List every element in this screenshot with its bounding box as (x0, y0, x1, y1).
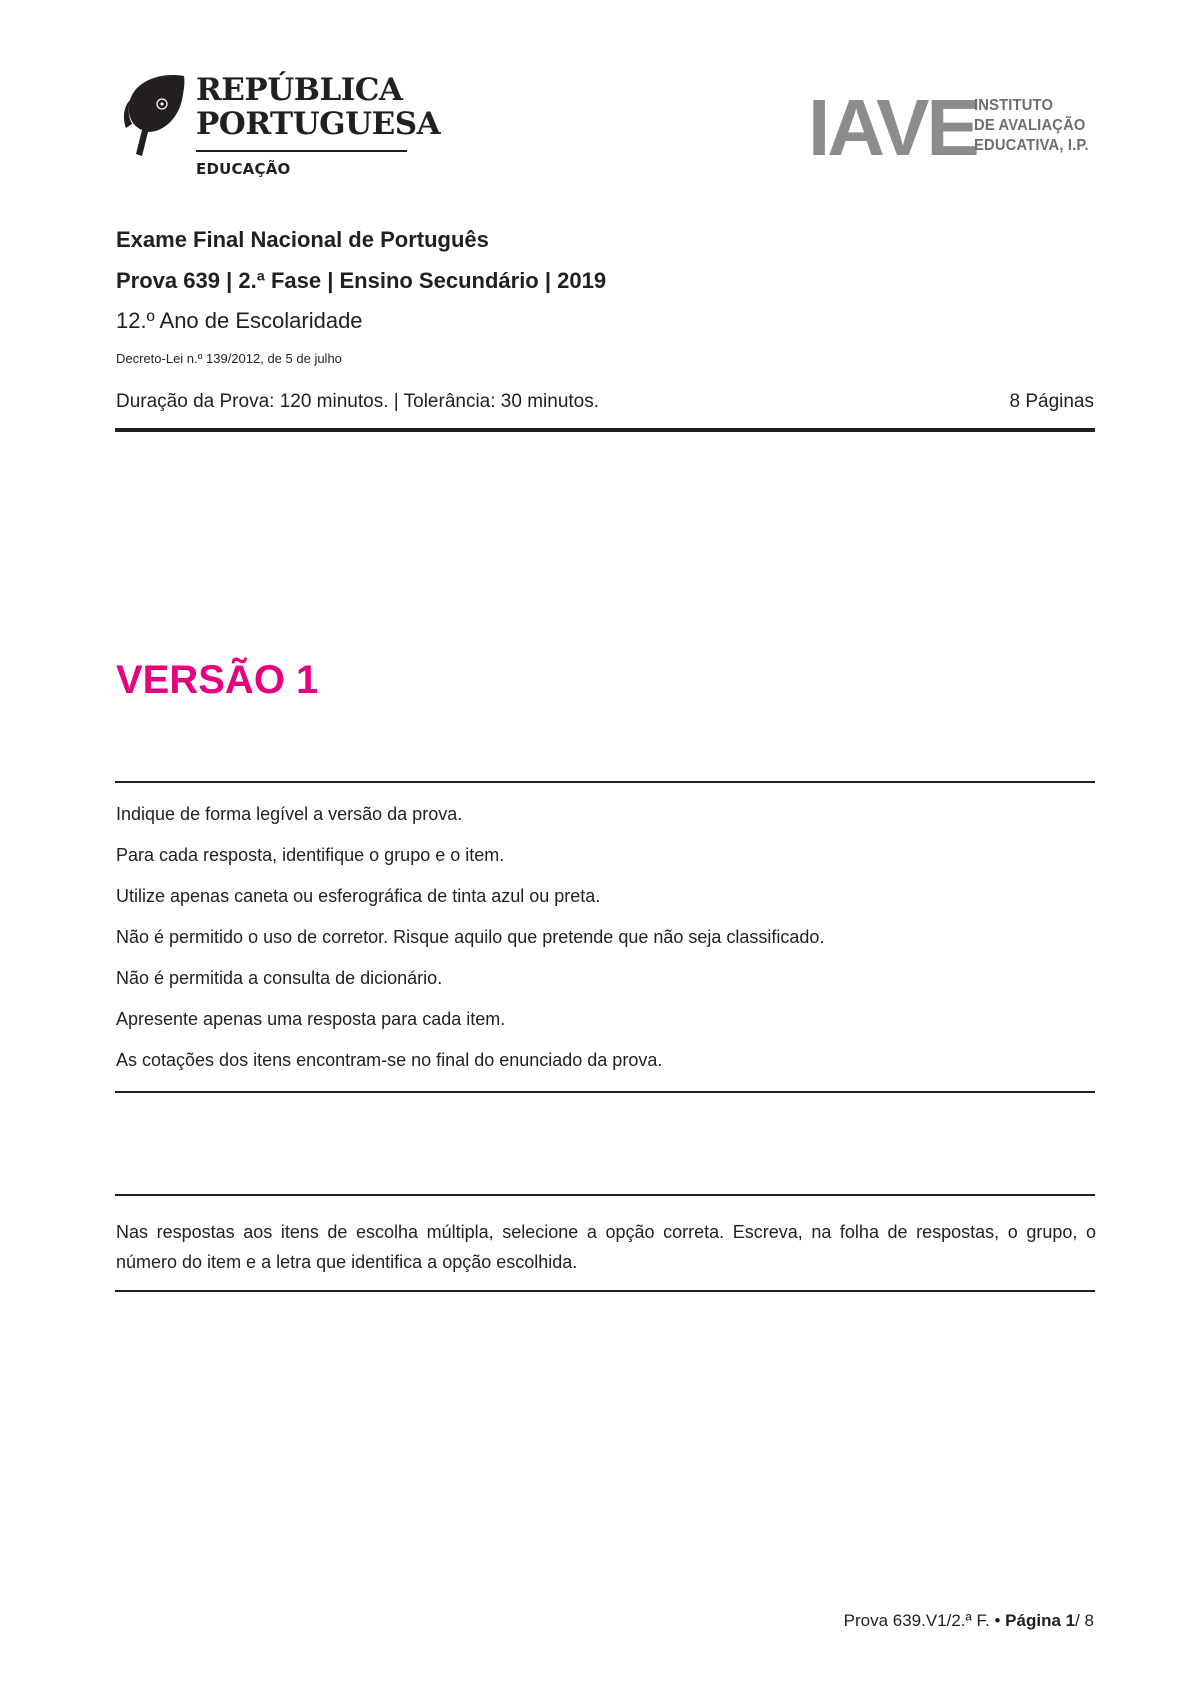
page-footer (844, 1611, 1094, 1631)
multiple-choice-note: Nas respostas aos itens de escolha múltipla, selecione a opção correta. Escreva, na folha de respostas, o grupo, o número do item e a letra que identifica a opção escolhida. (116, 1222, 1096, 1272)
exam-subtitle (116, 268, 606, 294)
republica-portuguesa-logo (122, 70, 441, 190)
exam-level: Ensino Secundário (339, 268, 539, 293)
instruction-item: Apresente apenas uma resposta para cada item. (116, 1009, 506, 1029)
portuguesa-text: PORTUGUESA (196, 106, 441, 142)
instruction-item: As cotações dos itens encontram-se no final do enunciado da prova. (116, 1050, 663, 1070)
iave-name (974, 96, 1099, 156)
leaf-emblem-icon (122, 70, 188, 158)
instruction-item: Indique de forma legível a versão da prova. (116, 804, 463, 824)
instruction-item: Para cada resposta, identifique o grupo e o item. (116, 845, 505, 865)
exam-code: Prova 639 | (116, 268, 239, 293)
exam-grade: 12.º Ano de Escolaridade (116, 308, 363, 333)
note-bottom-divider (115, 1290, 1095, 1292)
exam-page-count: 8 Páginas (1009, 391, 1094, 412)
exam-year: | 2019 (538, 268, 607, 293)
iave-line-1: INSTITUTO (974, 97, 1054, 114)
subtitle-separator: | (321, 268, 340, 293)
exam-duration: Duração da Prova: 120 minutos. | Tolerância: 30 minutos. (116, 391, 600, 412)
instruction-item: Utilize apenas caneta ou esferográfica de tinta azul ou preta. (116, 886, 601, 906)
instruction-item: Não é permitida a consulta de dicionário. (116, 968, 443, 988)
exam-decree: Decreto-Lei n.º 139/2012, de 5 de julho (116, 351, 342, 366)
instruction-item: Não é permitido o uso de corretor. Risque aquilo que pretende que não seja classificado. (116, 927, 825, 947)
iave-logo (808, 83, 1098, 172)
instructions-top-divider (115, 781, 1095, 783)
version-label: VERSÃO 1 (116, 658, 319, 702)
header-divider (115, 428, 1095, 432)
republica-text: REPÚBLICA (196, 72, 403, 108)
footer-prefix: Prova 639.V1/2.ª F. • (843, 1611, 1006, 1630)
instructions-list (116, 802, 1096, 1089)
exam-title: Exame Final Nacional de Português (116, 227, 489, 252)
instructions-bottom-divider (115, 1091, 1095, 1093)
logo-divider (196, 150, 407, 152)
iave-line-2: DE AVALIAÇÃO (974, 117, 1086, 134)
iave-mark: IAVE (808, 83, 977, 172)
note-top-divider (115, 1194, 1095, 1196)
footer-page-label: Página 1 (1005, 1611, 1076, 1630)
iave-line-3: EDUCATIVA, I.P. (974, 137, 1089, 154)
exam-phase: 2.ª Fase (238, 268, 322, 293)
footer-suffix: / 8 (1075, 1611, 1094, 1630)
educacao-text: EDUCAÇÃO (196, 160, 291, 178)
